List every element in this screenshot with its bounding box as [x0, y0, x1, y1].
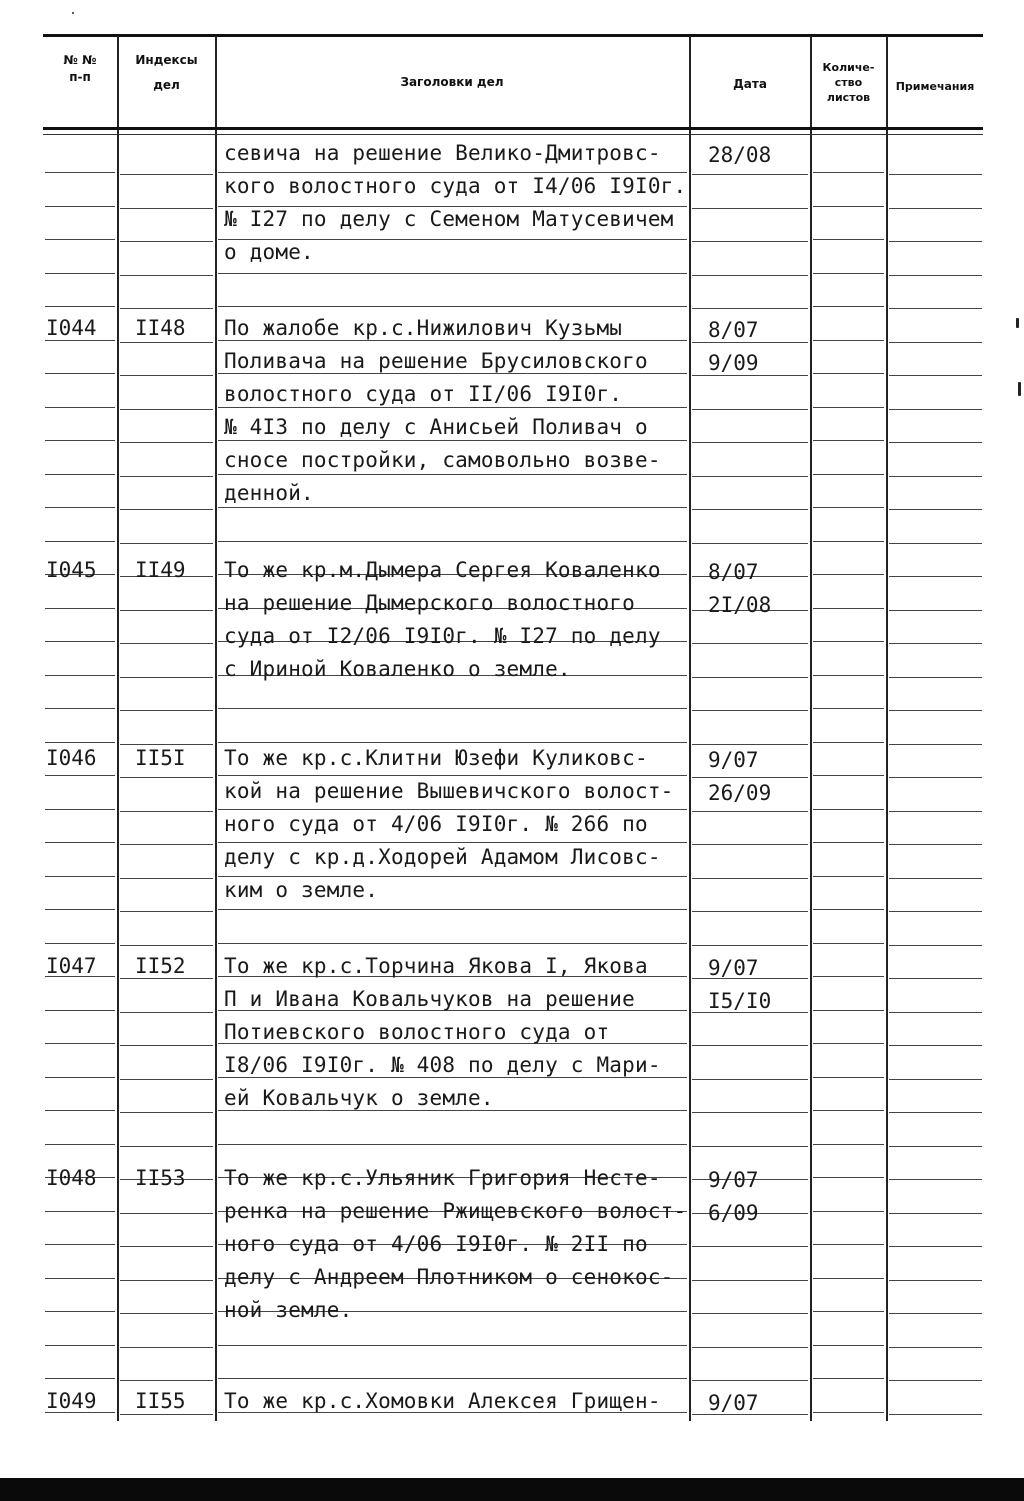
ruled-line — [45, 1144, 115, 1145]
ruled-line — [120, 1213, 213, 1214]
ruled-line — [692, 1045, 808, 1046]
ruled-line — [45, 1244, 115, 1245]
ruled-line — [218, 541, 687, 542]
ruled-line — [813, 407, 884, 408]
ruled-line — [218, 273, 687, 274]
ruled-line — [120, 1380, 213, 1381]
ruled-line — [889, 710, 982, 711]
entry-title-line: делу с Андреем Плотником о сенокос- — [224, 1265, 674, 1289]
ruled-line — [45, 842, 115, 843]
ruled-line — [813, 842, 884, 843]
entry-index: II5I — [135, 746, 186, 770]
ruled-line — [45, 306, 115, 307]
entry-date: 9/07 — [708, 1391, 759, 1415]
entry-number: I045 — [46, 558, 97, 582]
entry-title-line: кого волостного суда от I4/06 I9I0г. — [224, 174, 687, 198]
ruled-line — [692, 308, 808, 309]
ruled-line — [692, 878, 808, 879]
ruled-line — [889, 744, 982, 745]
entry-index: II48 — [135, 316, 186, 340]
ruled-line — [692, 1280, 808, 1281]
entry-title-line: ким о земле. — [224, 878, 379, 902]
entry-title-line: ей Ковальчук о земле. — [224, 1086, 494, 1110]
ruled-line — [45, 809, 115, 810]
entry-number: I046 — [46, 746, 97, 770]
ruled-line — [813, 1010, 884, 1011]
entry-date: 8/07 — [708, 560, 759, 584]
ruled-line — [889, 442, 982, 443]
entry-date: 6/09 — [708, 1201, 759, 1225]
ruled-line — [692, 275, 808, 276]
ruled-line — [813, 809, 884, 810]
ruled-line — [120, 174, 213, 175]
ruled-line — [813, 273, 884, 274]
ruled-line — [120, 1045, 213, 1046]
header-date: Дата — [733, 77, 767, 91]
ruled-line — [813, 675, 884, 676]
ruled-line — [120, 744, 213, 745]
entry-title-line: ного суда от 4/06 I9I0г. № 2II по — [224, 1232, 648, 1256]
ruled-line — [813, 1144, 884, 1145]
ruled-line — [813, 1211, 884, 1212]
ruled-line — [813, 574, 884, 575]
ruled-line — [889, 543, 982, 544]
ruled-line — [889, 911, 982, 912]
entry-title-line: волостного суда от II/06 I9I0г. — [224, 382, 623, 406]
ruled-line — [218, 708, 687, 709]
ruled-line — [889, 1079, 982, 1080]
ruled-line — [692, 744, 808, 745]
ruled-line — [889, 1414, 982, 1415]
ruled-line — [813, 1278, 884, 1279]
ruled-line — [218, 842, 687, 843]
entry-number: I047 — [46, 954, 97, 978]
ruled-line — [889, 1179, 982, 1180]
ruled-line — [813, 1311, 884, 1312]
ruled-line — [692, 476, 808, 477]
entry-date: 9/09 — [708, 351, 759, 375]
ruled-line — [120, 241, 213, 242]
ruled-line — [889, 342, 982, 343]
ruled-line — [120, 777, 213, 778]
ruled-line — [889, 1112, 982, 1113]
entry-title-line: По жалобе кр.с.Нижилович Кузьмы — [224, 316, 623, 340]
ruled-line — [813, 340, 884, 341]
entry-number: I049 — [46, 1389, 97, 1413]
ruled-line — [692, 1079, 808, 1080]
ruled-line — [120, 710, 213, 711]
ruled-line — [692, 375, 808, 376]
ruled-line — [45, 172, 115, 173]
header-number: № № п-п — [63, 53, 97, 84]
ruled-line — [813, 1043, 884, 1044]
ruled-line — [120, 1012, 213, 1013]
ruled-line — [45, 373, 115, 374]
header-index: Индексы дел — [135, 53, 198, 92]
ruled-line — [45, 1278, 115, 1279]
ruled-line — [120, 911, 213, 912]
entry-title-line: То же кр.с.Хомовки Алексея Грищен- — [224, 1389, 661, 1413]
ruled-line — [889, 1347, 982, 1348]
ruled-line — [218, 1345, 687, 1346]
margin-mark — [1016, 318, 1019, 328]
entry-title-line: То же кр.м.Дымера Сергея Коваленко — [224, 558, 661, 582]
ruled-line — [120, 543, 213, 544]
ruled-line — [692, 509, 808, 510]
ruled-line — [218, 1144, 687, 1145]
entry-title-line: на решение Дымерского волостного — [224, 591, 635, 615]
ruled-line — [692, 1347, 808, 1348]
scan-bottom-edge — [0, 1478, 1024, 1501]
column-divider-no — [117, 36, 119, 1421]
ruled-line — [813, 440, 884, 441]
entry-title-line: ренка на решение Ржищевского волост- — [224, 1199, 687, 1223]
ruled-line — [45, 1010, 115, 1011]
ruled-line — [692, 442, 808, 443]
ruled-line — [889, 1280, 982, 1281]
ruled-line — [120, 442, 213, 443]
ruled-line — [120, 1313, 213, 1314]
ruled-line — [889, 878, 982, 879]
ruled-line — [120, 878, 213, 879]
entry-title-line: П и Ивана Ковальчуков на решение — [224, 987, 635, 1011]
ruled-line — [889, 241, 982, 242]
ruled-line — [889, 174, 982, 175]
entry-date: 2I/08 — [708, 593, 772, 617]
ruled-line — [813, 708, 884, 709]
ruled-line — [889, 1012, 982, 1013]
entry-title-line: ного суда от 4/06 I9I0г. № 266 по — [224, 812, 648, 836]
ruled-line — [45, 1378, 115, 1379]
ruled-line — [813, 1412, 884, 1413]
ruled-line — [813, 1077, 884, 1078]
ruled-line — [120, 1280, 213, 1281]
ruled-line — [692, 409, 808, 410]
ruled-line — [692, 844, 808, 845]
entry-index: II49 — [135, 558, 186, 582]
entry-number: I048 — [46, 1166, 97, 1190]
ruled-line — [889, 610, 982, 611]
ruled-line — [692, 911, 808, 912]
ruled-line — [45, 1077, 115, 1078]
ruled-line — [120, 409, 213, 410]
ruled-line — [120, 945, 213, 946]
ruled-line — [218, 909, 687, 910]
ruled-line — [45, 507, 115, 508]
entry-title-line: № I27 по делу с Семеном Матусевичем — [224, 207, 674, 231]
entry-index: II55 — [135, 1389, 186, 1413]
ruled-line — [218, 306, 687, 307]
ruled-line — [889, 1380, 982, 1381]
entry-date: I5/I0 — [708, 989, 772, 1013]
ruled-line — [889, 1246, 982, 1247]
entry-title-line: То же кр.с.Ульяник Григория Несте- — [224, 1166, 661, 1190]
ruled-line — [813, 474, 884, 475]
ruled-line — [813, 172, 884, 173]
entry-title-line: I8/06 I9I0г. № 408 по делу с Мари- — [224, 1053, 661, 1077]
ruled-line — [889, 1045, 982, 1046]
column-divider-title — [689, 36, 691, 1421]
ruled-line — [45, 407, 115, 408]
ruled-line — [889, 1146, 982, 1147]
entry-title-line: Потиевского волостного суда от — [224, 1020, 610, 1044]
ruled-line — [889, 978, 982, 979]
ruled-line — [692, 643, 808, 644]
ruled-line — [889, 576, 982, 577]
ruled-line — [120, 1246, 213, 1247]
ruled-line — [45, 775, 115, 776]
ruled-line — [120, 208, 213, 209]
ruled-line — [120, 677, 213, 678]
header-bottom-border-thin — [43, 134, 983, 135]
ruled-line — [692, 241, 808, 242]
ruled-line — [120, 811, 213, 812]
ruled-line — [218, 340, 687, 341]
entry-index: II53 — [135, 1166, 186, 1190]
ruled-line — [692, 1246, 808, 1247]
ruled-line — [813, 641, 884, 642]
ruled-line — [45, 474, 115, 475]
header-notes: Примечания — [895, 80, 975, 93]
entry-number: I044 — [46, 316, 97, 340]
ruled-line — [45, 742, 115, 743]
entry-date: 9/07 — [708, 1168, 759, 1192]
ruled-line — [889, 409, 982, 410]
ruled-line — [889, 275, 982, 276]
ruled-line — [889, 643, 982, 644]
ruled-line — [692, 208, 808, 209]
ruled-line — [889, 777, 982, 778]
ruled-line — [120, 978, 213, 979]
ruled-line — [813, 306, 884, 307]
ruled-line — [813, 373, 884, 374]
entry-title-line: суда от I2/06 I9I0г. № I27 по делу — [224, 624, 661, 648]
ruled-line — [45, 1211, 115, 1212]
ruled-line — [218, 876, 687, 877]
column-divider-sheets — [886, 36, 888, 1421]
ruled-line — [692, 945, 808, 946]
ruled-line — [120, 844, 213, 845]
ruled-line — [218, 407, 687, 408]
ruled-line — [45, 876, 115, 877]
entry-title-line: кой на решение Вышевичского волост- — [224, 779, 674, 803]
ruled-line — [813, 1345, 884, 1346]
ruled-line — [813, 541, 884, 542]
ruled-line — [218, 809, 687, 810]
ruled-line — [120, 342, 213, 343]
ruled-line — [813, 239, 884, 240]
ruled-line — [120, 1414, 213, 1415]
ruled-line — [692, 1313, 808, 1314]
ruled-line — [692, 174, 808, 175]
ruled-line — [45, 273, 115, 274]
ruled-line — [692, 543, 808, 544]
ruled-line — [813, 742, 884, 743]
ruled-line — [889, 677, 982, 678]
ruled-line — [120, 610, 213, 611]
ruled-line — [813, 775, 884, 776]
ruled-line — [692, 342, 808, 343]
entry-date: 9/07 — [708, 956, 759, 980]
ruled-line — [813, 206, 884, 207]
ruled-line — [813, 507, 884, 508]
table-top-border — [43, 34, 983, 37]
ruled-line — [120, 1146, 213, 1147]
ruled-line — [45, 909, 115, 910]
ruled-line — [218, 474, 687, 475]
entry-title-line: То же кр.с.Клитни Юзефи Куликовс- — [224, 746, 648, 770]
ruled-line — [813, 976, 884, 977]
ruled-line — [45, 1311, 115, 1312]
ruled-line — [218, 742, 687, 743]
ruled-line — [120, 1112, 213, 1113]
ruled-line — [45, 206, 115, 207]
entry-date: 28/08 — [708, 143, 772, 167]
ruled-line — [889, 308, 982, 309]
ruled-line — [218, 507, 687, 508]
ruled-line — [218, 172, 687, 173]
ruled-line — [813, 909, 884, 910]
ruled-line — [889, 844, 982, 845]
ruled-line — [889, 208, 982, 209]
ruled-line — [45, 943, 115, 944]
ruled-line — [45, 340, 115, 341]
ruled-line — [120, 509, 213, 510]
ruled-line — [45, 1110, 115, 1111]
margin-mark — [72, 12, 74, 14]
entry-title-line: ной земле. — [224, 1298, 353, 1322]
ruled-line — [218, 373, 687, 374]
entry-title-line: делу с кр.д.Ходорей Адамом Лисовс- — [224, 845, 661, 869]
entry-title-line: севича на решение Велико-Дмитровс- — [224, 141, 661, 165]
ruled-line — [692, 811, 808, 812]
ruled-line — [692, 1380, 808, 1381]
header-bottom-border — [43, 127, 983, 130]
column-divider-index — [215, 36, 217, 1421]
header-title: Заголовки дел — [400, 75, 504, 89]
ruled-line — [889, 1313, 982, 1314]
ruled-line — [120, 643, 213, 644]
ruled-line — [813, 1110, 884, 1111]
entry-title-line: сносе постройки, самовольно возве- — [224, 448, 661, 472]
ruled-line — [218, 943, 687, 944]
ruled-line — [813, 1244, 884, 1245]
ruled-line — [45, 1043, 115, 1044]
ruled-line — [218, 1110, 687, 1111]
ruled-line — [45, 641, 115, 642]
ruled-line — [813, 876, 884, 877]
ruled-line — [218, 440, 687, 441]
ruled-line — [692, 1112, 808, 1113]
ruled-line — [692, 677, 808, 678]
ruled-line — [692, 1146, 808, 1147]
entry-title-line: денной. — [224, 481, 314, 505]
ruled-line — [45, 1345, 115, 1346]
entry-date: 26/09 — [708, 781, 772, 805]
ruled-line — [813, 943, 884, 944]
ruled-line — [120, 476, 213, 477]
ruled-line — [45, 608, 115, 609]
column-divider-date — [810, 36, 812, 1421]
entry-title-line: о доме. — [224, 240, 314, 264]
ruled-line — [813, 1378, 884, 1379]
ruled-line — [889, 375, 982, 376]
entry-title-line: № 4I3 по делу с Анисьей Поливач о — [224, 415, 648, 439]
ruled-line — [120, 375, 213, 376]
ruled-line — [889, 945, 982, 946]
ruled-line — [692, 710, 808, 711]
ruled-line — [889, 1213, 982, 1214]
ruled-line — [45, 440, 115, 441]
entry-date: 9/07 — [708, 748, 759, 772]
entry-title-line: Поливача на решение Брусиловского — [224, 349, 648, 373]
entry-title-line: с Ириной Коваленко о земле. — [224, 657, 571, 681]
ruled-line — [692, 777, 808, 778]
entry-title-line: То же кр.с.Торчина Якова I, Якова — [224, 954, 648, 978]
ruled-line — [889, 476, 982, 477]
ruled-line — [45, 541, 115, 542]
ruled-line — [813, 608, 884, 609]
ruled-line — [889, 811, 982, 812]
ruled-line — [218, 1378, 687, 1379]
entry-index: II52 — [135, 954, 186, 978]
ruled-line — [120, 1079, 213, 1080]
ruled-line — [120, 1347, 213, 1348]
ruled-line — [120, 275, 213, 276]
ruled-line — [218, 775, 687, 776]
entry-date: 8/07 — [708, 318, 759, 342]
header-sheets: Количе- ство листов — [822, 61, 875, 104]
ruled-line — [45, 239, 115, 240]
ruled-line — [889, 509, 982, 510]
ruled-line — [45, 708, 115, 709]
ruled-line — [120, 308, 213, 309]
ruled-line — [813, 1177, 884, 1178]
ruled-line — [45, 675, 115, 676]
margin-mark — [1018, 382, 1021, 396]
ruled-line — [218, 1077, 687, 1078]
